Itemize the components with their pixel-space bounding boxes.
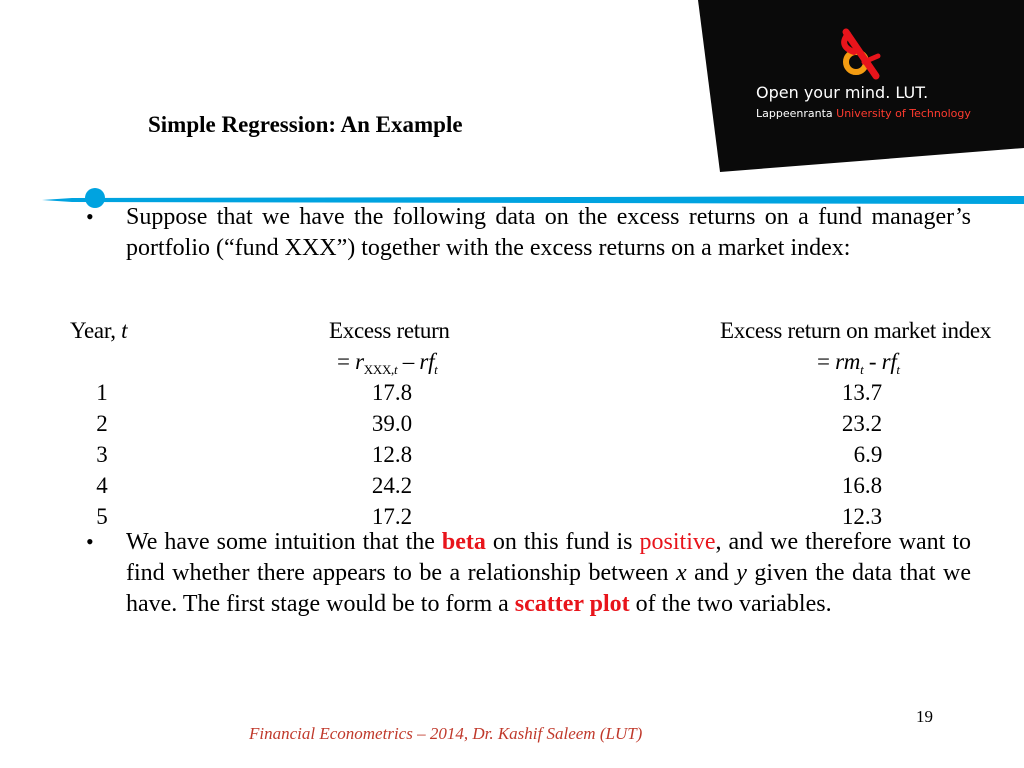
table-header-year: Year, t bbox=[70, 318, 128, 343]
table-cell-market: 13.7 bbox=[841, 380, 883, 405]
table-cell-market: 16.8 bbox=[841, 473, 883, 498]
table-cell-market: 12.3 bbox=[841, 504, 883, 529]
table-formula-excess: = $r_{XXX,t} - rf_t$ bbox=[337, 349, 438, 377]
table-cell-excess: 12.8 bbox=[371, 442, 413, 467]
table-cell-excess: 24.2 bbox=[371, 473, 413, 498]
table-cell-year: 1 bbox=[96, 380, 108, 405]
table-cell-year: 5 bbox=[96, 504, 108, 529]
slide-footer: Financial Econometrics – 2014, Dr. Kashif Saleem (LUT) bbox=[249, 724, 643, 743]
logo-slogan: Open your mind. LUT. bbox=[756, 83, 929, 102]
highlight-scatter-plot: scatter plot bbox=[514, 591, 630, 617]
bullet-marker: • bbox=[86, 204, 94, 229]
bullet-intro-text: Suppose that we have the following data on the excess returns on a fund manager’s portfolio (“fund XXX”) together with the excess returns on a market index: bbox=[126, 204, 971, 261]
bullet-intuition-text: We have some intuition that the beta on this fund is positive, and we therefore want to find whether there appears to be a relationship between x and y given the data that we have. The first stage would be to form a scatter plot of the two variables. bbox=[126, 529, 972, 617]
table-cell-market: 23.2 bbox=[841, 411, 883, 436]
table-cell-excess: 17.2 bbox=[371, 504, 413, 529]
table-cell-year: 3 bbox=[96, 442, 108, 467]
highlight-beta: beta bbox=[441, 529, 486, 555]
logo-university-name bbox=[756, 107, 971, 120]
table-formula-market: = $rm_t - rf_t$ bbox=[817, 349, 900, 377]
page-number: 19 bbox=[916, 707, 933, 726]
logo-university: University of Technology bbox=[836, 107, 971, 120]
table-cell-year: 4 bbox=[96, 473, 108, 498]
table-header-excess-return: Excess return bbox=[329, 318, 450, 343]
table-cell-excess: 17.8 bbox=[371, 380, 413, 405]
highlight-positive: positive bbox=[639, 529, 716, 555]
slide-title: Simple Regression: An Example bbox=[148, 112, 463, 137]
bullet-marker: • bbox=[86, 529, 94, 554]
table-header-market-excess: Excess return on market index bbox=[720, 318, 992, 343]
logo-city: Lappeenranta bbox=[756, 107, 833, 120]
table-cell-market: 6.9 bbox=[853, 442, 883, 467]
table-cell-year: 2 bbox=[96, 411, 108, 436]
table-cell-excess: 39.0 bbox=[371, 411, 413, 436]
